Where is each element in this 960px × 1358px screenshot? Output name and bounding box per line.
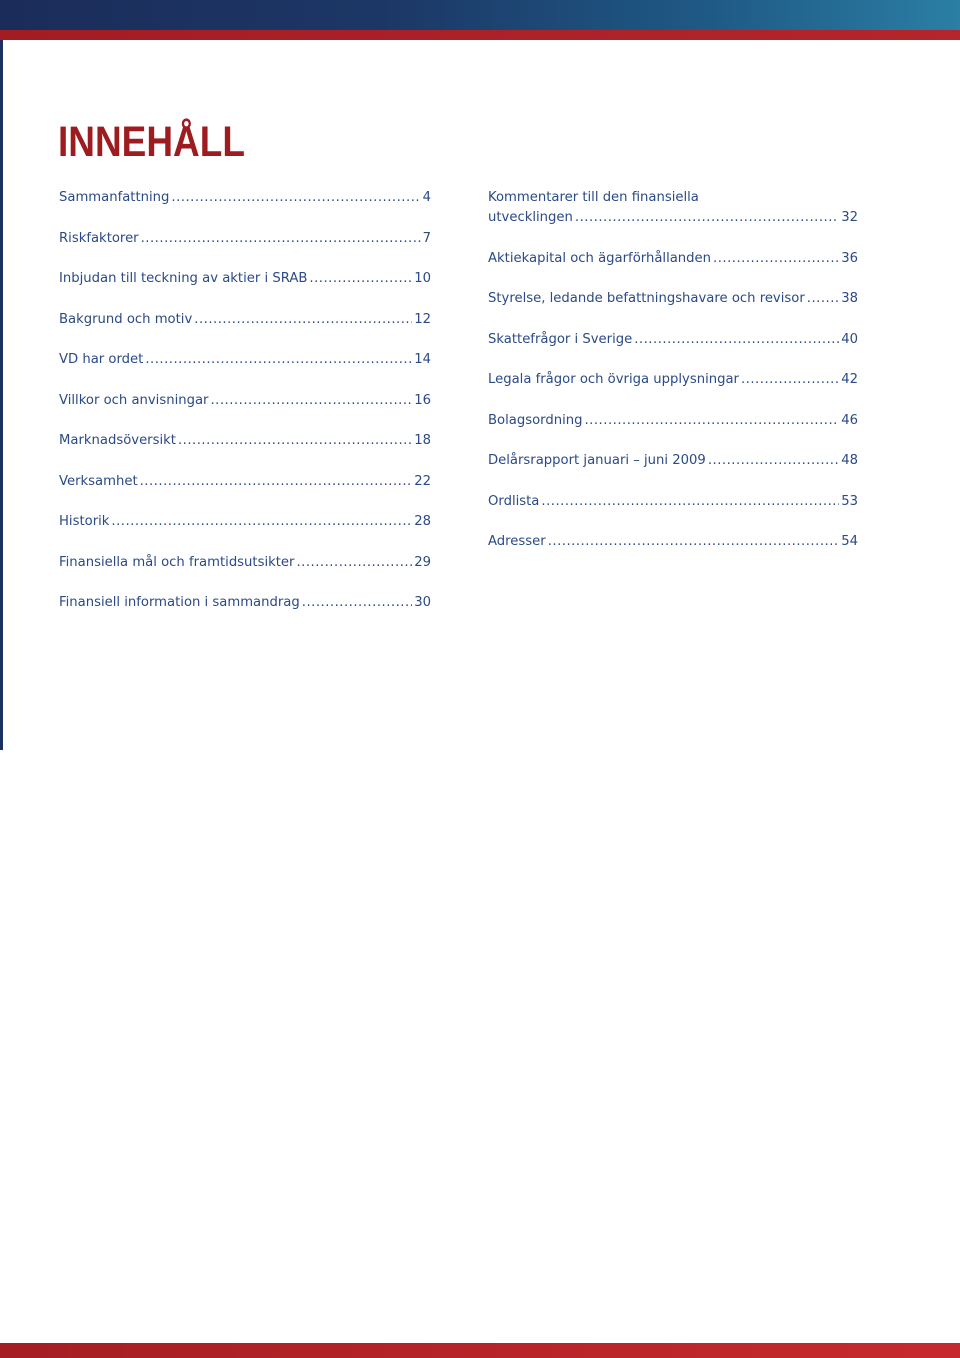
toc-entry-label: VD har ordet bbox=[59, 352, 144, 367]
toc-leader-dots bbox=[548, 532, 840, 552]
toc-entry[interactable] bbox=[488, 451, 858, 471]
toc-entry[interactable] bbox=[488, 289, 858, 309]
footer-accent-stripe bbox=[0, 1343, 960, 1358]
toc-leader-dots bbox=[145, 350, 412, 370]
toc-entry[interactable] bbox=[488, 532, 858, 552]
header-accent-stripe bbox=[0, 30, 960, 40]
toc-entry[interactable] bbox=[59, 350, 431, 370]
toc-entry-label: Skattefrågor i Sverige bbox=[488, 331, 633, 347]
toc-entry[interactable] bbox=[59, 269, 431, 289]
toc-entry[interactable] bbox=[59, 310, 431, 330]
toc-entry-label: Riskfaktorer bbox=[59, 230, 139, 246]
toc-entry-label: Styrelse, ledande befattningshavare och revisor bbox=[488, 291, 805, 306]
toc-entry-label: Ordlista bbox=[488, 493, 540, 509]
toc-leader-dots bbox=[140, 472, 413, 492]
toc-entry-page: 14 bbox=[414, 352, 431, 367]
toc-entry-label: Aktiekapital och ägarförhållanden bbox=[488, 250, 712, 266]
toc-entry-page: 38 bbox=[841, 291, 858, 306]
toc-leader-dots bbox=[634, 330, 839, 350]
toc-entry-label: Adresser bbox=[488, 534, 546, 549]
toc-entry-page: 40 bbox=[841, 331, 858, 347]
toc-entry[interactable] bbox=[59, 431, 431, 451]
toc-leader-dots bbox=[575, 208, 839, 228]
toc-entry-label-line1: Kommentarer till den finansiella bbox=[488, 190, 699, 205]
toc-entry-label: Villkor och anvisningar bbox=[59, 392, 209, 408]
toc-entry-label: Historik bbox=[59, 514, 110, 529]
toc-entry[interactable] bbox=[59, 188, 431, 208]
toc-entry-page: 28 bbox=[414, 514, 431, 529]
toc-entry[interactable] bbox=[488, 492, 858, 512]
toc-entry[interactable] bbox=[59, 391, 431, 411]
toc-entry-page: 12 bbox=[414, 311, 431, 327]
toc-entry-page: 46 bbox=[841, 412, 858, 428]
toc-right-column bbox=[488, 188, 858, 573]
toc-leader-dots bbox=[178, 431, 412, 451]
toc-entry-page: 30 bbox=[414, 595, 431, 610]
toc-entry-page: 54 bbox=[841, 534, 858, 549]
toc-leader-dots bbox=[584, 411, 839, 431]
left-margin-rule bbox=[0, 40, 3, 750]
toc-entry[interactable] bbox=[488, 249, 858, 269]
toc-entry-page: 36 bbox=[841, 250, 858, 266]
toc-entry[interactable] bbox=[59, 229, 431, 249]
toc-leader-dots bbox=[309, 269, 412, 289]
toc-leader-dots bbox=[741, 370, 839, 390]
toc-leader-dots bbox=[210, 391, 412, 411]
toc-leader-dots bbox=[141, 229, 421, 249]
toc-entry-page: 53 bbox=[841, 493, 858, 509]
toc-entry-page: 32 bbox=[841, 210, 858, 225]
toc-entry-label: Legala frågor och övriga upplysningar bbox=[488, 372, 739, 387]
toc-leader-dots bbox=[713, 249, 839, 269]
toc-entry-page: 42 bbox=[841, 372, 858, 387]
toc-entry[interactable] bbox=[488, 330, 858, 350]
header-band bbox=[0, 0, 960, 30]
toc-entry-page: 29 bbox=[414, 554, 431, 570]
toc-entry-page: 48 bbox=[841, 453, 858, 468]
toc-leader-dots bbox=[171, 188, 420, 208]
toc-entry[interactable] bbox=[488, 188, 858, 228]
toc-entry-page: 22 bbox=[414, 473, 431, 489]
toc-entry-page: 18 bbox=[414, 433, 431, 448]
toc-entry-label: Bolagsordning bbox=[488, 412, 583, 428]
toc-left-column bbox=[59, 188, 431, 634]
toc-entry-label: utvecklingen bbox=[488, 210, 573, 225]
toc-leader-dots bbox=[708, 451, 839, 471]
toc-leader-dots bbox=[111, 512, 412, 532]
toc-entry[interactable] bbox=[488, 370, 858, 390]
toc-entry[interactable] bbox=[59, 472, 431, 492]
toc-leader-dots bbox=[194, 310, 412, 330]
toc-entry-label: Bakgrund och motiv bbox=[59, 311, 193, 327]
toc-leader-dots bbox=[296, 553, 412, 573]
toc-leader-dots bbox=[541, 492, 839, 512]
toc-entry-label: Sammanfattning bbox=[59, 190, 170, 205]
page-title: INNEHÅLL bbox=[58, 118, 245, 166]
toc-entry-page: 7 bbox=[422, 230, 431, 246]
toc-leader-dots bbox=[807, 289, 839, 309]
toc-entry-label: Finansiell information i sammandrag bbox=[59, 595, 300, 610]
toc-entry-label: Verksamhet bbox=[59, 473, 138, 489]
toc-entry-page: 4 bbox=[422, 190, 431, 205]
toc-entry[interactable] bbox=[59, 593, 431, 613]
toc-entry-label: Marknadsöversikt bbox=[59, 433, 176, 448]
toc-entry-label: Inbjudan till teckning av aktier i SRAB bbox=[59, 271, 308, 286]
toc-entry-label: Delårsrapport januari – juni 2009 bbox=[488, 453, 706, 468]
toc-entry-page: 10 bbox=[414, 271, 431, 286]
toc-entry[interactable] bbox=[488, 411, 858, 431]
toc-leader-dots bbox=[302, 593, 412, 613]
toc-entry-label: Finansiella mål och framtidsutsikter bbox=[59, 554, 295, 570]
toc-entry[interactable] bbox=[59, 512, 431, 532]
toc-entry[interactable] bbox=[59, 553, 431, 573]
toc-entry-page: 16 bbox=[414, 392, 431, 408]
